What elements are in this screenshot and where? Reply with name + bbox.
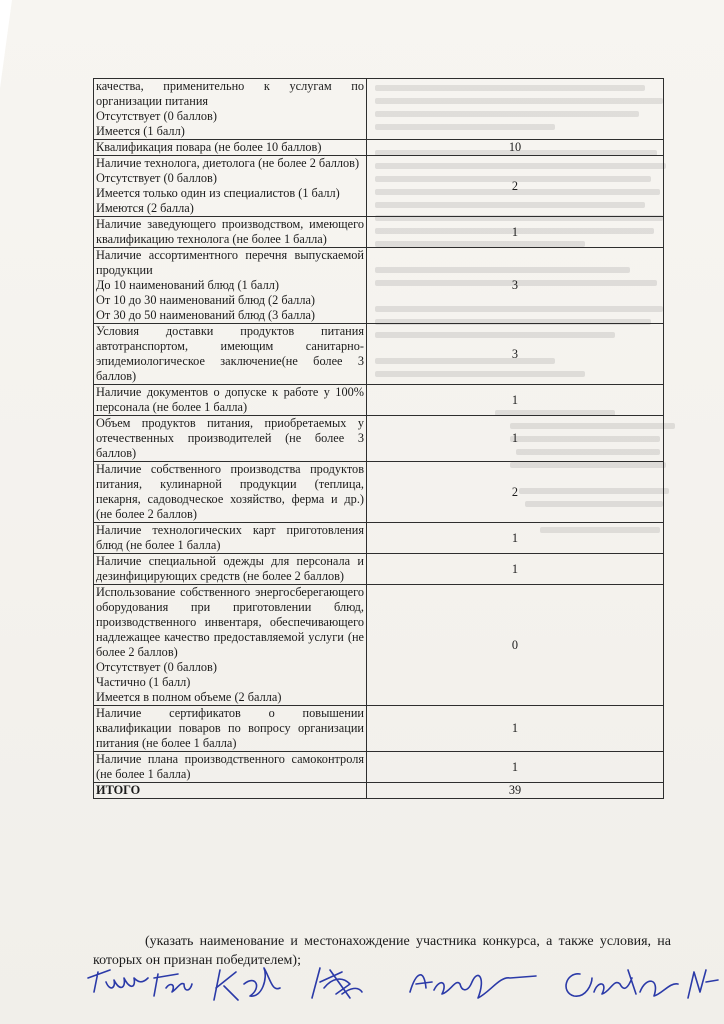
criterion-score: 2 <box>367 156 664 217</box>
criterion-line: Наличие специальной одежды для персонала и дезинфицирующих средств (не более 2 баллов) <box>96 554 364 583</box>
criterion-line: Наличие собственного производства продуктов питания, кулинарной продукции (теплица, пекарня, садоводческое хозяйство, ферма и др.) (не более 2 баллов) <box>96 462 364 521</box>
criterion-line: Имеется (1 балл) <box>96 124 185 138</box>
criterion-line: Частично (1 балл) <box>96 675 191 689</box>
signature-2 <box>154 974 192 996</box>
criteria-row <box>94 156 664 217</box>
criterion-text <box>94 585 367 706</box>
criterion-line: От 30 до 50 наименований блюд (3 балла) <box>96 308 316 322</box>
criterion-text <box>94 248 367 324</box>
criteria-row <box>94 554 664 585</box>
criterion-score: 2 <box>367 462 664 523</box>
criterion-line: Наличие технолога, диетолога (не более 2 баллов) <box>96 156 360 170</box>
criteria-row <box>94 79 664 140</box>
criterion-score: 1 <box>367 385 664 416</box>
criterion-line: Имеется в полном объеме (2 балла) <box>96 690 282 704</box>
criteria-row <box>94 385 664 416</box>
criterion-score: 1 <box>367 752 664 783</box>
criteria-row <box>94 462 664 523</box>
total-value: 39 <box>367 783 664 799</box>
criterion-score <box>367 79 664 140</box>
criteria-row <box>94 416 664 462</box>
criterion-text <box>94 156 367 217</box>
criteria-row <box>94 752 664 783</box>
criterion-score: 1 <box>367 416 664 462</box>
criterion-line: Отсутствует (0 баллов) <box>96 171 217 185</box>
criterion-text <box>94 324 367 385</box>
criterion-score: 3 <box>367 248 664 324</box>
criterion-score: 1 <box>367 706 664 752</box>
criterion-text <box>94 554 367 585</box>
criteria-row <box>94 523 664 554</box>
criterion-text <box>94 706 367 752</box>
criterion-line: Наличие ассортиментного перечня выпускаемой продукции <box>96 248 364 277</box>
signatures <box>80 948 720 1018</box>
total-row <box>94 783 664 799</box>
criterion-line: Квалификация повара (не более 10 баллов) <box>96 140 322 154</box>
criterion-text <box>94 416 367 462</box>
criterion-line: качества, применительно к услугам по организации питания <box>96 79 364 108</box>
criterion-text <box>94 217 367 248</box>
criterion-text <box>94 79 367 140</box>
criterion-score: 1 <box>367 523 664 554</box>
criterion-text <box>94 462 367 523</box>
total-label: ИТОГО <box>94 783 367 799</box>
criterion-score: 10 <box>367 140 664 156</box>
criterion-line: Условия доставки продуктов питания автотранспортом, имеющим санитарно-эпидемиологическое заключение(не более 3 баллов) <box>96 324 364 383</box>
criterion-line: Имеется только один из специалистов (1 балл) <box>96 186 340 200</box>
criterion-line: Наличие плана производственного самоконтроля (не более 1 балла) <box>96 752 364 781</box>
criterion-line: Использование собственного энергосберегающего оборудования при приготовлении блюд, производственного инвентаря, обеспечивающего надлежащее качество предоставляемой услуги (не более 2 баллов) <box>96 585 364 659</box>
criteria-row <box>94 140 664 156</box>
criteria-row <box>94 324 664 385</box>
criteria-row <box>94 706 664 752</box>
criterion-line: От 10 до 30 наименований блюд (2 балла) <box>96 293 316 307</box>
criterion-score: 1 <box>367 217 664 248</box>
criterion-line: Наличие документов о допуске к работе у 100% персонала (не более 1 балла) <box>96 385 364 414</box>
criteria-row <box>94 248 664 324</box>
criterion-score: 3 <box>367 324 664 385</box>
criterion-text <box>94 140 367 156</box>
criterion-text <box>94 523 367 554</box>
criterion-score: 0 <box>367 585 664 706</box>
signature-6 <box>566 970 678 996</box>
criterion-text <box>94 385 367 416</box>
signature-5 <box>410 975 536 998</box>
criterion-line: Объем продуктов питания, приобретаемых у отечественных производителей (не более 3 баллов) <box>96 416 364 460</box>
criteria-row <box>94 585 664 706</box>
criterion-text <box>94 752 367 783</box>
criterion-line: Отсутствует (0 баллов) <box>96 109 217 123</box>
signature-4 <box>312 968 362 998</box>
criterion-line: До 10 наименований блюд (1 балл) <box>96 278 279 292</box>
signature-1 <box>88 970 148 992</box>
page-corner-fold <box>0 0 12 88</box>
criterion-score: 1 <box>367 554 664 585</box>
signature-3 <box>214 968 280 1000</box>
criteria-table <box>93 78 664 799</box>
criterion-line: Наличие сертификатов о повышении квалификации поваров по вопросу организации питания (не более 1 балла) <box>96 706 364 750</box>
signature-7 <box>688 970 718 998</box>
criterion-line: Наличие заведующего производством, имеющего квалификацию технолога (не более 1 балла) <box>96 217 364 246</box>
criterion-line: Имеются (2 балла) <box>96 201 194 215</box>
criterion-line: Наличие технологических карт приготовления блюд (не более 1 балла) <box>96 523 364 552</box>
criterion-line: Отсутствует (0 баллов) <box>96 660 217 674</box>
footer-note: (указать наименование и местонахождение участника конкурса, а также условия, на которых он признан победителем); <box>93 934 671 968</box>
criteria-row <box>94 217 664 248</box>
